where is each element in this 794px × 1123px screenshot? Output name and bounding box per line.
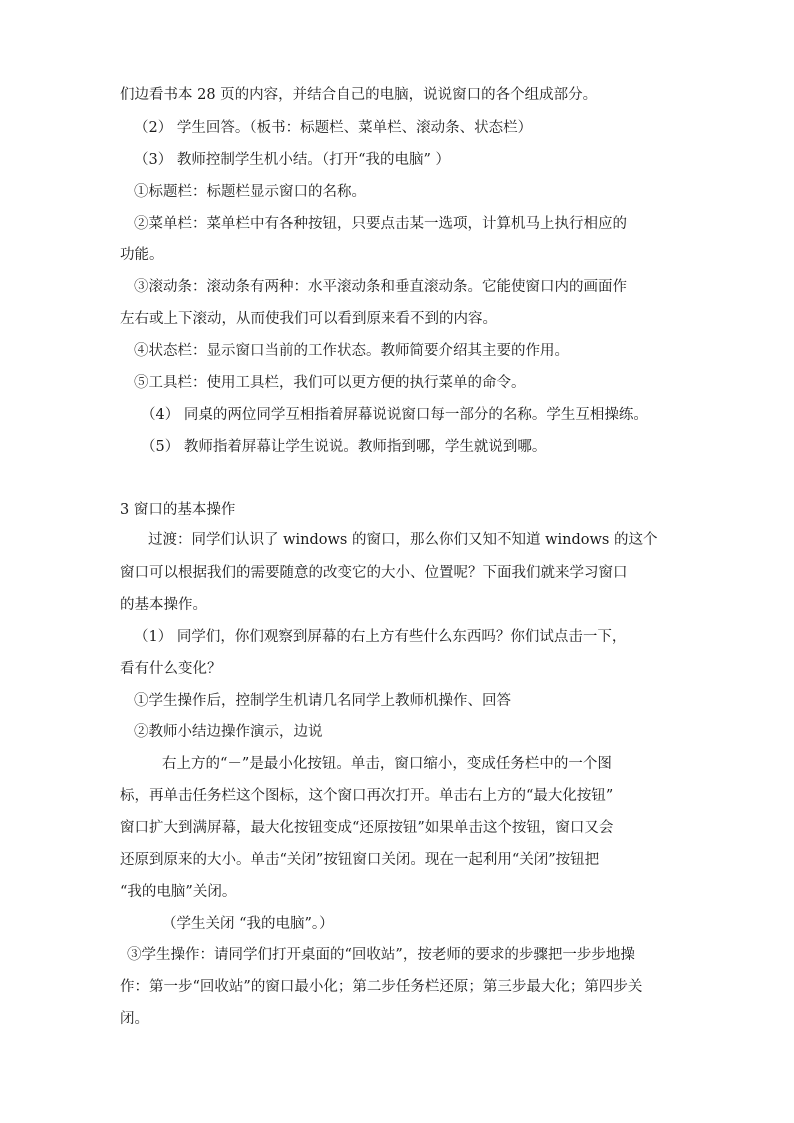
section-heading: 3 窗口的基本操作 <box>120 502 236 518</box>
text-line: 还原到原来的大小。单击“关闭”按钮窗口关闭。现在一起利用“关闭”按钮把 <box>120 852 600 868</box>
text-line: 窗口扩大到满屏幕，最大化按钮变成“还原按钮”如果单击这个按钮，窗口又会 <box>120 820 614 836</box>
text-line: 标，再单击任务栏这个图标，这个窗口再次打开。单击右上方的“最大化按钮” <box>120 788 614 804</box>
text-line: 们边看书本 28 页的内容，并结合自己的电脑，说说窗口的各个组成部分。 <box>120 87 598 103</box>
text-line: 的基本操作。 <box>120 597 207 613</box>
text-line: ⑤工具栏：使用工具栏，我们可以更方便的执行菜单的命令。 <box>134 375 526 391</box>
text-line: ①学生操作后，控制学生机请几名同学上教师机操作、回答 <box>134 693 511 709</box>
text-line: ③学生操作：请同学们打开桌面的“回收站”，按老师的要求的步骤把一步步地操 <box>127 947 635 963</box>
text-line: 过渡：同学们认识了 windows 的窗口，那么你们又知不知道 windows 的这个 <box>148 532 658 548</box>
text-line: ③滚动条：滚动条有两种：水平滚动条和垂直滚动条。它能使窗口内的画面作 <box>134 279 627 295</box>
text-line: 功能。 <box>120 247 164 263</box>
text-line: （4） 同桌的两位同学互相指着屏幕说说窗口每一部分的名称。学生互相操练。 <box>141 407 648 423</box>
text-line: 作：第一步“回收站”的窗口最小化；第二步任务栏还原；第三步最大化；第四步关 <box>120 979 643 995</box>
text-line: 左右或上下滚动，从而使我们可以看到原来看不到的内容。 <box>120 311 497 327</box>
text-line: ④状态栏：显示窗口当前的工作状态。教师简要介绍其主要的作用。 <box>134 343 569 359</box>
text-line: 窗口可以根据我们的需要随意的改变它的大小、位置呢？下面我们就来学习窗口 <box>120 565 628 581</box>
text-line: “我的电脑”关闭。 <box>120 884 237 900</box>
text-line: （学生关闭 “我的电脑”。） <box>162 916 334 932</box>
text-line: ②菜单栏：菜单栏中有各种按钮，只要点击某一选项，计算机马上执行相应的 <box>134 216 627 232</box>
text-line: 闭。 <box>120 1011 149 1027</box>
text-line: 看有什么变化？ <box>120 661 222 677</box>
text-line: （5） 教师指着屏幕让学生说说。教师指到哪，学生就说到哪。 <box>141 439 547 455</box>
text-line: （3） 教师控制学生机小结。（打开“我的电脑” ） <box>134 152 451 168</box>
text-line: （1） 同学们，你们观察到屏幕的右上方有些什么东西吗？你们试点击一下， <box>134 629 627 645</box>
text-line: ①标题栏：标题栏显示窗口的名称。 <box>134 184 366 200</box>
text-line: ②教师小结边操作演示，边说 <box>134 724 323 740</box>
text-line: 右上方的“－”是最小化按钮。单击，窗口缩小，变成任务栏中的一个图 <box>162 756 612 772</box>
text-line: （2） 学生回答。（板书：标题栏、菜单栏、滚动条、状态栏） <box>134 120 533 136</box>
